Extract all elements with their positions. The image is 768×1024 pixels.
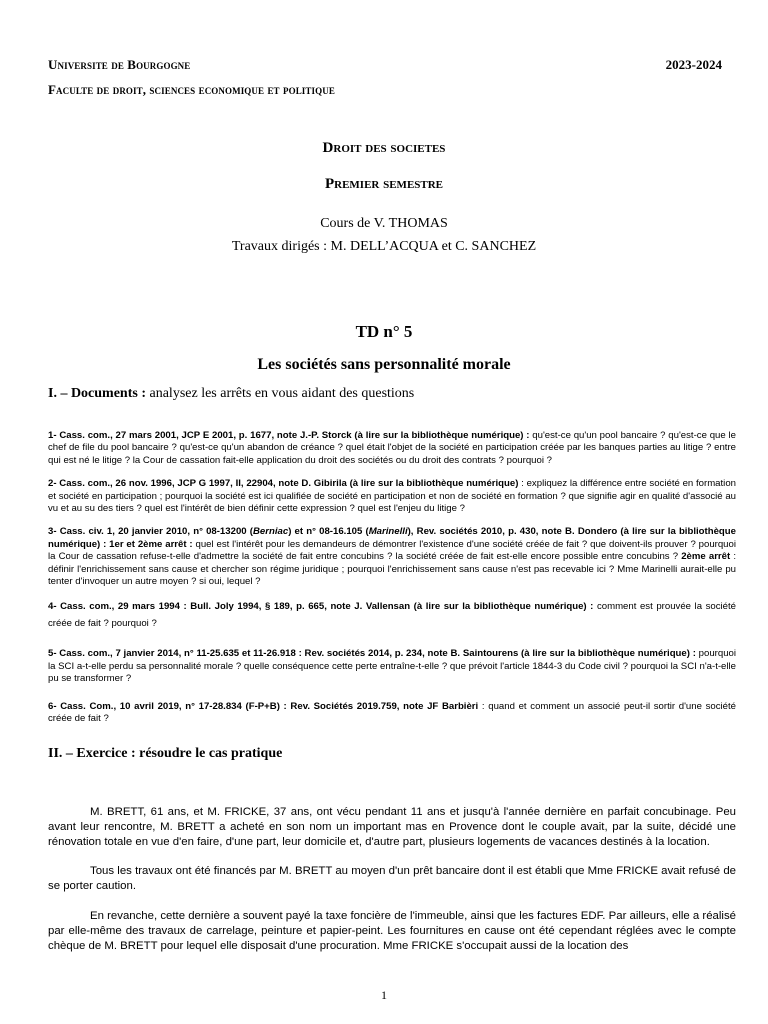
faculty-name: Faculte de droit, sciences economique et politique — [48, 82, 335, 97]
tutors: Travaux dirigés : M. DELL’ACQUA et C. SANCHEZ — [231, 239, 537, 254]
document-item-3 — [48, 526, 736, 588]
document-item-4 — [48, 598, 736, 632]
section-exercise-label: II. – Exercice : résoudre le cas pratique — [48, 746, 283, 761]
course-title-block — [0, 130, 768, 202]
document-reference: 2- Cass. com., 26 nov. 1996, JCP G 1997, II, 22904, note D. Gibirila (à lire sur la bibliothèque numérique) — [48, 478, 519, 490]
document-reference: 4- Cass. com., 29 mars 1994 : Bull. Joly 1994, § 189, p. 665, note J. Vallensan (à lire sur la bibliothèque numérique) : — [48, 601, 594, 613]
page-number: 1 — [381, 988, 387, 1002]
td-title: Les sociétés sans personnalité morale — [257, 356, 511, 373]
document-item-1 — [48, 430, 736, 467]
section-documents-instruction: analysez les arrêts en vous aidant des questions — [146, 386, 415, 401]
teachers-block — [0, 212, 768, 258]
document-item-6 — [48, 701, 736, 726]
case-paragraph-3: En revanche, cette dernière a souvent payé la taxe foncière de l'immeuble, ainsi que les factures EDF. Par ailleurs, elle a réalisé par elle-même des travaux de carrelage, peinture et papier-peint. Les fournitures en cause ont été cependant réglées avec le compte chèque de M. BRETT pour lequel elle disposait d'une procuration. Mme FRICKE s'occupait aussi de la location des — [48, 909, 736, 952]
document-questions: quel est l'intérêt pour les demandeurs de démontrer l'existence d'une société créée de fait ? que doivent-ils prouver ? pourquoi la Cour de cassation refuse-t-elle d'admettre la société de fait entre concubins ? la société créée de fait est-elle encore possible entre concubins ? — [48, 538, 736, 563]
td-number: TD n° 5 — [355, 322, 413, 341]
document-reference-cont: ), Rev. sociétés 2010, p. 430, note B. Dondero (à lire sur la bibliothèque numérique) : 1er et 2ème arrêt : — [48, 526, 736, 550]
course-semester: Premier semestre — [324, 176, 444, 192]
case-paragraph-2: Tous les travaux ont été financés par M. BRETT au moyen d'un prêt bancaire dont il est établi que Mme FRICKE avait refusé de se porter caution. — [48, 865, 736, 893]
section-exercise-heading — [48, 746, 282, 762]
university-name: Universite de Bourgogne — [48, 57, 191, 72]
document-questions: qu'est-ce qu'un pool bancaire ? qu'est-ce que le chef de file du pool bancaire ? qu'est-ce qu'un abandon de créance ? quel était l'objet de la société en participation créée par les banques parties au litige ? entre qui est né le litige ? la Cour de cassation fait-elle application du droit des sociétés ou du droit des contrats ? pourquoi ? — [48, 430, 736, 466]
documents-list — [48, 430, 736, 726]
case-name-berniac: Berniac — [252, 526, 289, 538]
institution-header — [48, 52, 335, 102]
document-item-5 — [48, 648, 736, 685]
document-reference: 1- Cass. com., 27 mars 2001, JCP E 2001, p. 1677, note J.-P. Storck (à lire sur la bibliothèque numérique) : — [48, 430, 530, 441]
academic-year: 2023-2024 — [665, 57, 722, 72]
document-reference: 6- Cass. Com., 10 avril 2019, n° 17-28.834 (F-P+B) : Rev. Sociétés 2019.759, note JF Barbièri — [48, 700, 479, 712]
document-item-2 — [48, 478, 736, 515]
document-questions: pourquoi la SCI a-t-elle perdu sa personnalité morale ? quelle conséquence cette perte entraîne-t-elle ? que prévoit l'article 1844-3 du Code civil ? pourquoi la SCI n'a-t-elle pu se transformer ? — [48, 648, 737, 685]
document-reference: 3- Cass. civ. 1, 20 janvier 2010, n° 08-13200 ( — [48, 526, 253, 538]
case-paragraph-1: M. BRETT, 61 ans, et M. FRICKE, 37 ans, ont vécu pendant 11 ans et jusqu'à l'année dernière en parfait concubinage. Peu avant leur rencontre, M. BRETT a acheté en son nom un important mas en Provence dont le couple avait, par la suite, décidé une rénovation totale en vue d'en faire, d'une part, leur domicile et, d'autre part, plusieurs logements de vacances destinés à la location. — [48, 806, 736, 848]
case-study — [48, 805, 736, 953]
document-questions: : quand et comment un associé peut-il sortir d'une société créée de fait ? — [48, 700, 736, 725]
document-questions: : expliquez la différence entre société en formation et société en participation ; pourquoi la société est ici qualifiée de société en participation et non de société en formation ? que signifie agir en qualité d'associé au vu et au su des tiers ? quel est l'intérêt de bien définir cette expression ? quel est l'enjeu du litige ? — [48, 478, 736, 515]
lecturer: Cours de V. THOMAS — [320, 216, 448, 231]
section-documents-heading — [48, 386, 414, 402]
document-reference: 5- Cass. com., 7 janvier 2014, n° 11-25.635 et 11-26.918 : Rev. sociétés 2014, p. 234, note B. Saintourens (à lire sur la bibliothèque numérique) : — [48, 648, 696, 660]
section-documents-label: I. – Documents : — [48, 386, 146, 401]
second-ruling-label: 2ème arrêt — [681, 551, 731, 563]
document-questions: comment est prouvée la société créée de fait ? pourquoi ? — [48, 601, 736, 630]
case-name-marinelli: Marinelli — [368, 526, 408, 538]
course-title: Droit des societes — [322, 140, 446, 156]
document-questions: : définir l'enrichissement sans cause et chercher son régime juridique ; pourquoi l'enrichissement sans cause n'est pas recevable ici ? Mme Marinelli aurait-elle pu tenter d'invoquer un autre moyen ? si oui, lequel ? — [48, 551, 736, 588]
document-reference-cont: ) et n° 08-16.105 ( — [288, 526, 369, 538]
